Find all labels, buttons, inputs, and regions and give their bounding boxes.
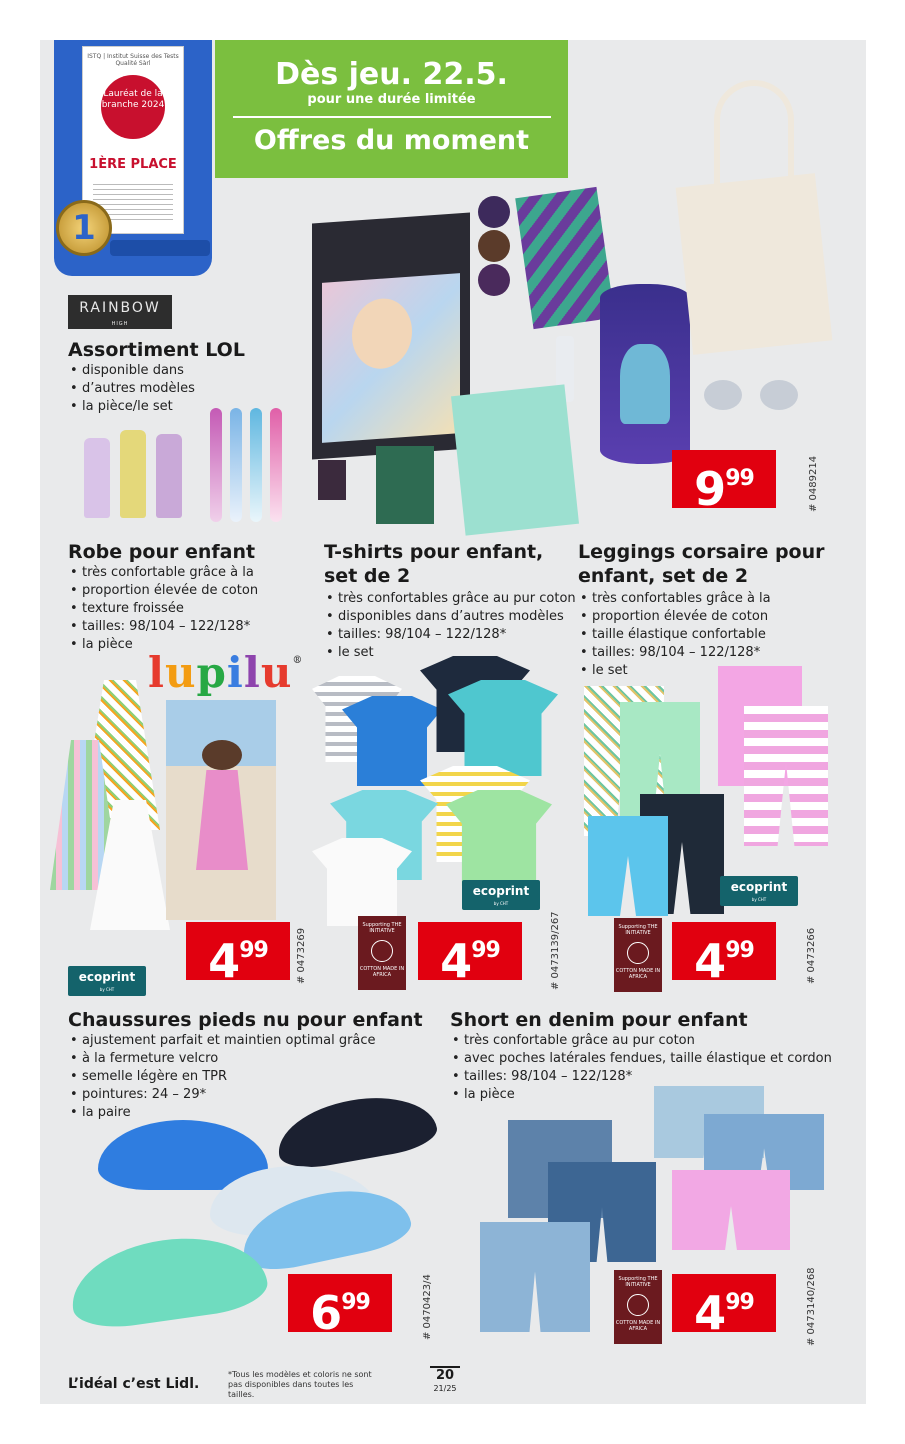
spray-bottles-image: [80, 430, 190, 520]
price-decimal: 99: [239, 938, 268, 963]
bullet: • très confortable grâce au pur coton: [450, 1032, 832, 1050]
cotton-bottom-text: COTTON MADE IN AFRICA: [615, 968, 661, 980]
rainbow-tube-image: [600, 284, 690, 464]
markers-image: [208, 408, 282, 524]
ecoprint-text: ecoprint: [730, 880, 788, 894]
article-number-lol: # 0489214: [808, 455, 819, 512]
lol-compact-image: [478, 264, 510, 296]
bullet: • tailles: 98/104 – 122/128*: [450, 1068, 832, 1086]
price-integer: 4: [694, 1286, 726, 1340]
flyer-page: [40, 40, 866, 1404]
title-line: set de 2: [324, 565, 411, 587]
bullet: • la paire: [68, 1104, 376, 1122]
ecoprint-text: ecoprint: [472, 884, 530, 898]
ecoprint-badge: [68, 966, 146, 996]
article-number-robe: # 0473269: [296, 927, 307, 984]
article-number-chaussures: # 0470423/4: [422, 1274, 433, 1340]
page-folio: 21/25: [433, 1384, 457, 1393]
gold-medal-icon: 1: [56, 200, 112, 256]
bullet: • tailles: 98/104 – 122/128*: [324, 626, 576, 644]
price-decimal: 99: [341, 1290, 370, 1315]
stencil-image: [451, 384, 579, 535]
product-bullets-lol: [68, 362, 195, 416]
africa-icon: [627, 942, 649, 964]
article-number-tshirts: # 0473139/267: [550, 911, 561, 990]
offer-banner: [215, 40, 568, 178]
offer-date: Dès jeu. 22.5.: [275, 57, 508, 92]
footnote: *Tous les modèles et coloris ne sont pas disponibles dans toutes les tailles.: [228, 1370, 372, 1399]
africa-icon: [371, 940, 393, 962]
cotton-top-text: Supporting THE INITIATIVE: [618, 924, 658, 936]
product-title-lol: Assortiment LOL: [68, 339, 245, 361]
award-institute: ISTQ | Institut Suisse des Tests Qualité Sàrl: [87, 53, 179, 67]
lol-mini-box-image: [318, 460, 346, 500]
bullet: • la pièce: [450, 1086, 832, 1104]
bullet: • ajustement parfait et maintien optimal grâce: [68, 1032, 376, 1050]
lidl-slogan: L’idéal c’est Lidl.: [68, 1376, 200, 1392]
bullet: • très confortables grâce au pur coton: [324, 590, 576, 608]
price-decimal: 99: [725, 1290, 754, 1315]
price-tag-robe: [186, 922, 290, 988]
ecoprint-sub: by CHT: [99, 987, 115, 992]
page-number: [430, 1366, 460, 1394]
bullet: • disponibles dans d’autres modèles: [324, 608, 576, 626]
title-line: Leggings corsaire pour: [578, 541, 825, 563]
price-decimal: 99: [725, 938, 754, 963]
girl-beach-photo: [166, 700, 276, 920]
bullet: • à la fermeture velcro: [68, 1050, 376, 1068]
ecoprint-sub: by CHT: [493, 901, 509, 906]
bullet: • taille élastique confortable: [578, 626, 771, 644]
scrunchie-image: [760, 380, 798, 410]
ecoprint-badge: [720, 876, 798, 906]
bullet: • proportion élevée de coton: [578, 608, 771, 626]
article-number-short: # 0473140/268: [806, 1267, 817, 1346]
bullet: • la pièce/le set: [68, 398, 195, 416]
bullet: • le set: [578, 662, 771, 680]
rainbow-high-logo: [68, 295, 172, 329]
rainbow-doll-book-image: [312, 212, 470, 459]
price-integer: 9: [694, 462, 726, 516]
offer-duration: pour une durée limitée: [307, 92, 476, 107]
africa-icon: [627, 1294, 649, 1316]
tote-bag-image: [684, 80, 824, 350]
award-plinth: [110, 240, 210, 256]
product-bullets-robe: [68, 564, 258, 654]
price-tag-short: [672, 1274, 776, 1340]
laurel-wreath-icon: [101, 75, 165, 139]
bullet: • pointures: 24 – 29*: [68, 1086, 376, 1104]
ecoprint-text: ecoprint: [78, 970, 136, 984]
price-tag-tshirts: [418, 922, 522, 988]
lupilu-letter: u: [164, 648, 197, 697]
title-line: T-shirts pour enfant,: [324, 541, 544, 563]
lupilu-letter: l: [148, 648, 165, 697]
bullet: • le set: [324, 644, 576, 662]
ecoprint-sub: by CHT: [751, 897, 767, 902]
lupilu-registered: ®: [292, 655, 304, 666]
article-number-leggings: # 0473266: [806, 927, 817, 984]
page-number-main: 20: [435, 1368, 455, 1383]
price-tag-chaussures: [288, 1274, 392, 1340]
price-decimal: 99: [725, 466, 754, 491]
lupilu-letter: i: [226, 648, 244, 697]
dresses-image: [50, 680, 170, 930]
bullet: • d’autres modèles: [68, 380, 195, 398]
scrunchie-image: [704, 380, 742, 410]
bullet: • tailles: 98/104 – 122/128*: [68, 618, 258, 636]
cotton-bottom-text: COTTON MADE IN AFRICA: [359, 966, 405, 978]
bullet: • avec poches latérales fendues, taille élastique et cordon: [450, 1050, 832, 1068]
offer-title: Offres du moment: [253, 125, 530, 156]
award-badge: [54, 40, 212, 276]
lol-compact-image: [478, 230, 510, 262]
lol-compact-image: [478, 196, 510, 228]
price-tag-leggings: [672, 922, 776, 988]
product-bullets-tshirts: [324, 590, 576, 662]
bullet: • disponible dans: [68, 362, 195, 380]
lupilu-logo: [148, 648, 303, 697]
bullet: • très confortable grâce à la: [68, 564, 258, 582]
price-integer: 4: [440, 934, 472, 988]
price-tag-lol: [672, 450, 776, 516]
cotton-top-text: Supporting THE INITIATIVE: [618, 1276, 658, 1288]
product-title-short: Short en denim pour enfant: [450, 1009, 748, 1031]
ecoprint-badge: [462, 880, 540, 910]
lol-notebook-image: [376, 446, 434, 524]
product-title-robe: Robe pour enfant: [68, 541, 256, 563]
bullet: • semelle légère en TPR: [68, 1068, 376, 1086]
award-place: 1ÈRE PLACE: [89, 157, 177, 172]
award-laureate: Lauréat de la branche 2024: [101, 89, 165, 110]
cotton-bottom-text: COTTON MADE IN AFRICA: [615, 1320, 661, 1332]
bullet: • tailles: 98/104 – 122/128*: [578, 644, 771, 662]
cotton-made-in-africa-badge: [614, 918, 662, 992]
banner-divider: [233, 116, 551, 118]
lupilu-letter: u: [260, 648, 293, 697]
product-title-leggings: [578, 540, 825, 588]
price-decimal: 99: [471, 938, 500, 963]
lupilu-letter: l: [243, 648, 261, 697]
product-title-tshirts: [324, 540, 543, 588]
product-title-chaussures: Chaussures pieds nu pour enfant: [68, 1009, 423, 1031]
cotton-made-in-africa-badge: [614, 1270, 662, 1344]
lupilu-letter: p: [196, 648, 227, 697]
bullet: • proportion élevée de coton: [68, 582, 258, 600]
price-integer: 4: [208, 934, 240, 988]
cotton-made-in-africa-badge: [358, 916, 406, 990]
bullet: • la pièce: [68, 636, 258, 654]
bullet: • très confortables grâce à la: [578, 590, 771, 608]
title-line: enfant, set de 2: [578, 565, 749, 587]
rainbow-logo-text: RAINBOW: [79, 300, 161, 316]
bullet: • texture froissée: [68, 600, 258, 618]
cotton-top-text: Supporting THE INITIATIVE: [362, 922, 402, 934]
price-integer: 6: [310, 1286, 342, 1340]
rainbow-logo-sub: HIGH: [111, 321, 129, 327]
price-integer: 4: [694, 934, 726, 988]
